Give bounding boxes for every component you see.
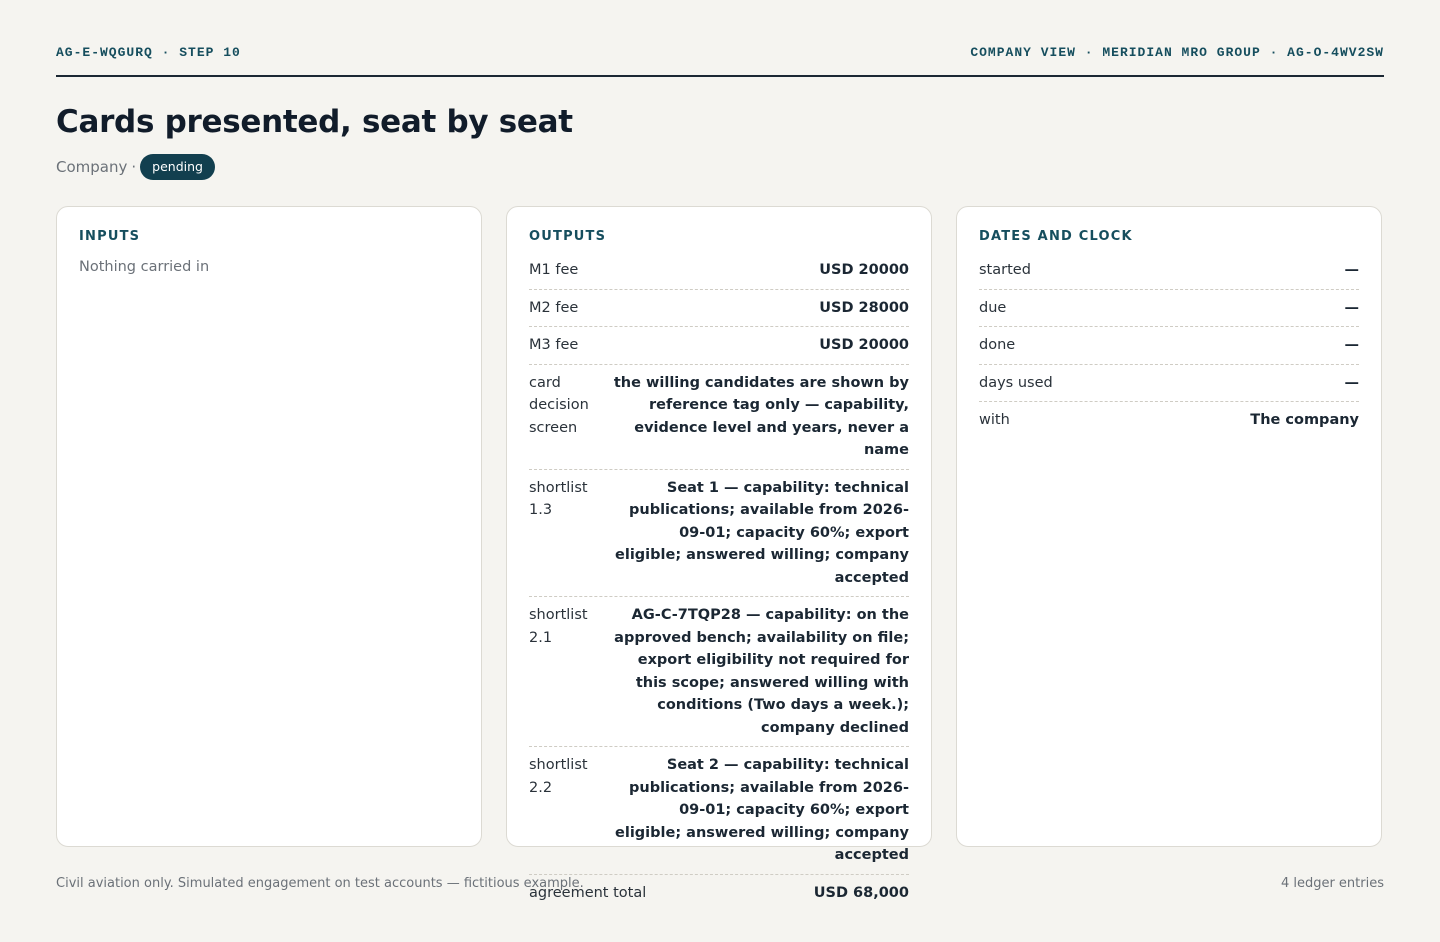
date-row xyxy=(979,402,1359,439)
view-context-label: COMPANY VIEW · MERIDIAN MRO GROUP · AG-O-4WV2SW xyxy=(970,45,1384,60)
output-row xyxy=(529,327,909,365)
status-badge: pending xyxy=(140,154,215,180)
date-value: The company xyxy=(1250,412,1359,428)
date-value: — xyxy=(1344,374,1359,391)
separator: · xyxy=(131,158,137,176)
inputs-panel xyxy=(56,206,482,847)
output-row xyxy=(529,747,909,875)
output-key: M3 fee xyxy=(529,337,579,353)
dates-heading: DATES AND CLOCK xyxy=(979,229,1133,244)
date-key: with xyxy=(979,412,1010,428)
outputs-heading: OUTPUTS xyxy=(529,229,607,244)
date-value: — xyxy=(1344,299,1359,316)
date-key: days used xyxy=(979,374,1053,391)
output-key: agreement total xyxy=(529,884,647,901)
subtitle xyxy=(56,154,215,180)
dates-panel xyxy=(956,206,1382,847)
date-row xyxy=(979,290,1359,328)
output-row xyxy=(529,365,909,470)
output-value: USD 20000 xyxy=(819,262,909,278)
page-title: Cards presented, seat by seat xyxy=(56,104,573,140)
date-row xyxy=(979,327,1359,365)
date-key: started xyxy=(979,262,1031,278)
ledger-count: 4 ledger entries xyxy=(1280,876,1384,891)
engagement-step-label: AG-E-WQGURQ · STEP 10 xyxy=(56,45,241,60)
output-value: Seat 1 — capability: technical publications; available from 2026-09-01; capacity 60%; export eligible; answered willing; company accepted xyxy=(615,479,909,586)
top-bar xyxy=(56,45,1384,77)
inputs-empty-text: Nothing carried in xyxy=(79,259,210,275)
output-value: Seat 2 — capability: technical publications; available from 2026-09-01; capacity 60%; export eligible; answered willing; company accepted xyxy=(615,757,909,863)
date-value: — xyxy=(1344,262,1359,278)
output-value: USD 68,000 xyxy=(813,884,909,901)
output-value: USD 20000 xyxy=(819,337,909,353)
output-value: AG-C-7TQP28 — capability: on the approved bench; availability on file; export eligibility not required for this scope; answered willing with conditions (Two days a week.); company declined xyxy=(614,607,909,736)
output-value: USD 28000 xyxy=(819,299,909,316)
output-key: M1 fee xyxy=(529,262,579,278)
inputs-heading: INPUTS xyxy=(79,229,141,244)
output-key: shortlist 2.1 xyxy=(529,607,588,646)
output-key: M2 fee xyxy=(529,299,579,316)
output-row xyxy=(529,259,909,290)
output-key: shortlist 2.2 xyxy=(529,757,588,796)
footer xyxy=(56,876,1384,891)
output-key: card decision screen xyxy=(529,374,589,436)
output-row xyxy=(529,290,909,328)
date-row xyxy=(979,365,1359,403)
role-label: Company xyxy=(56,158,128,176)
output-row xyxy=(529,597,909,747)
output-key: shortlist 1.3 xyxy=(529,479,588,518)
outputs-panel xyxy=(506,206,932,901)
output-value: the willing candidates are shown by reference tag only — capability, evidence level and years, never a name xyxy=(613,374,909,458)
disclaimer-text: Civil aviation only. Simulated engagement on test accounts — fictitious example. xyxy=(56,876,584,891)
output-row xyxy=(529,470,909,598)
date-row xyxy=(979,259,1359,290)
date-key: due xyxy=(979,299,1007,316)
date-value: — xyxy=(1344,337,1359,353)
date-key: done xyxy=(979,337,1016,353)
